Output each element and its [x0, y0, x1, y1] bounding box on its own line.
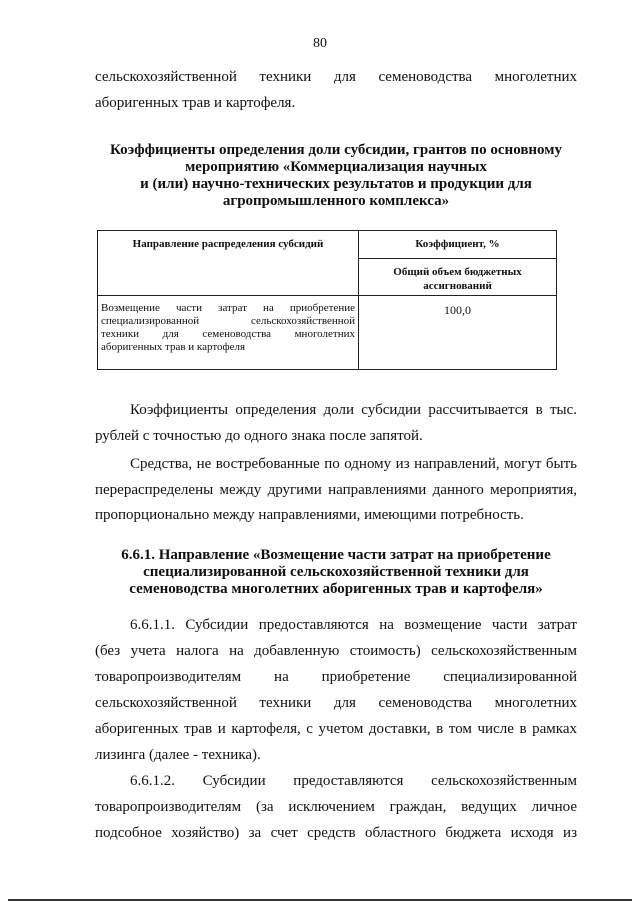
- para3-line-4: сельскохозяйственной техники для семеноводства многолетних: [95, 695, 577, 711]
- para3-line-6: лизинга (далее - техника).: [95, 747, 261, 763]
- para2-line-1: Средства, не востребованные по одному из направлений, могут быть: [130, 456, 577, 472]
- para1-line-1: Коэффициенты определения доли субсидии рассчитывается в тыс.: [130, 402, 577, 418]
- cell-line-1: Возмещение части затрат на приобретение: [101, 302, 355, 314]
- intro-line-1: сельскохозяйственной техники для семеноводства многолетних: [95, 69, 577, 85]
- para3-line-1: 6.6.1.1. Субсидии предоставляются на возмещение части затрат: [130, 617, 577, 633]
- table-header-direction: Направление распределения субсидий: [98, 231, 359, 296]
- table-row: [98, 296, 557, 370]
- section-heading-line-2: специализированной сельскохозяйственной техники для: [143, 564, 529, 580]
- cell-line-2: специализированной сельскохозяйственной: [101, 315, 355, 327]
- table-cell-value: 100,0: [359, 296, 557, 370]
- heading-line-2: мероприятию «Коммерциализация научных: [185, 159, 487, 175]
- section-heading-line-3: семеноводства многолетних аборигенных трав и картофеля»: [129, 581, 543, 597]
- subheader-line-2: ассигнований: [423, 280, 492, 292]
- para3-line-2: (без учета налога на добавленную стоимость) сельскохозяйственным: [95, 643, 577, 659]
- heading-line-4: агропромышленного комплекса»: [222, 193, 450, 209]
- cell-line-3: техники для семеноводства многолетних: [101, 328, 355, 340]
- table-subheader-budget: [359, 259, 557, 296]
- para4-line-1: 6.6.1.2. Субсидии предоставляются сельскохозяйственным: [130, 773, 577, 789]
- para3-line-5: аборигенных трав и картофеля, с учетом доставки, в том числе в рамках: [95, 721, 577, 737]
- intro-line-2: аборигенных трав и картофеля.: [95, 95, 296, 111]
- heading-line-3: и (или) научно-технических результатов и продукции для: [140, 176, 532, 192]
- page-bottom-edge: [8, 899, 632, 901]
- section-heading-line-1: 6.6.1. Направление «Возмещение части затрат на приобретение: [121, 547, 551, 563]
- coefficient-table: [97, 230, 557, 370]
- heading-line-1: Коэффициенты определения доли субсидии, грантов по основному: [109, 142, 562, 158]
- para2-line-3: пропорционально между направлениями, имеющими потребность.: [95, 507, 524, 523]
- table-header-coefficient: Коэффициент, %: [359, 231, 557, 259]
- page-number: 80: [313, 36, 327, 51]
- table-cell-direction: [98, 296, 359, 370]
- para1-line-2: рублей с точностью до одного знака после запятой.: [95, 428, 423, 444]
- para2-line-2: перераспределены между другими направлениями данного мероприятия,: [95, 482, 577, 498]
- para4-line-3: подсобное хозяйство) за счет средств областного бюджета исходя из: [95, 825, 577, 841]
- para4-line-2: товаропроизводителям (за исключением граждан, ведущих личное: [95, 799, 577, 815]
- para3-line-3: товаропроизводителям на приобретение специализированной: [95, 669, 577, 685]
- cell-line-4: аборигенных трав и картофеля: [101, 341, 246, 353]
- subheader-line-1: Общий объем бюджетных: [393, 266, 522, 278]
